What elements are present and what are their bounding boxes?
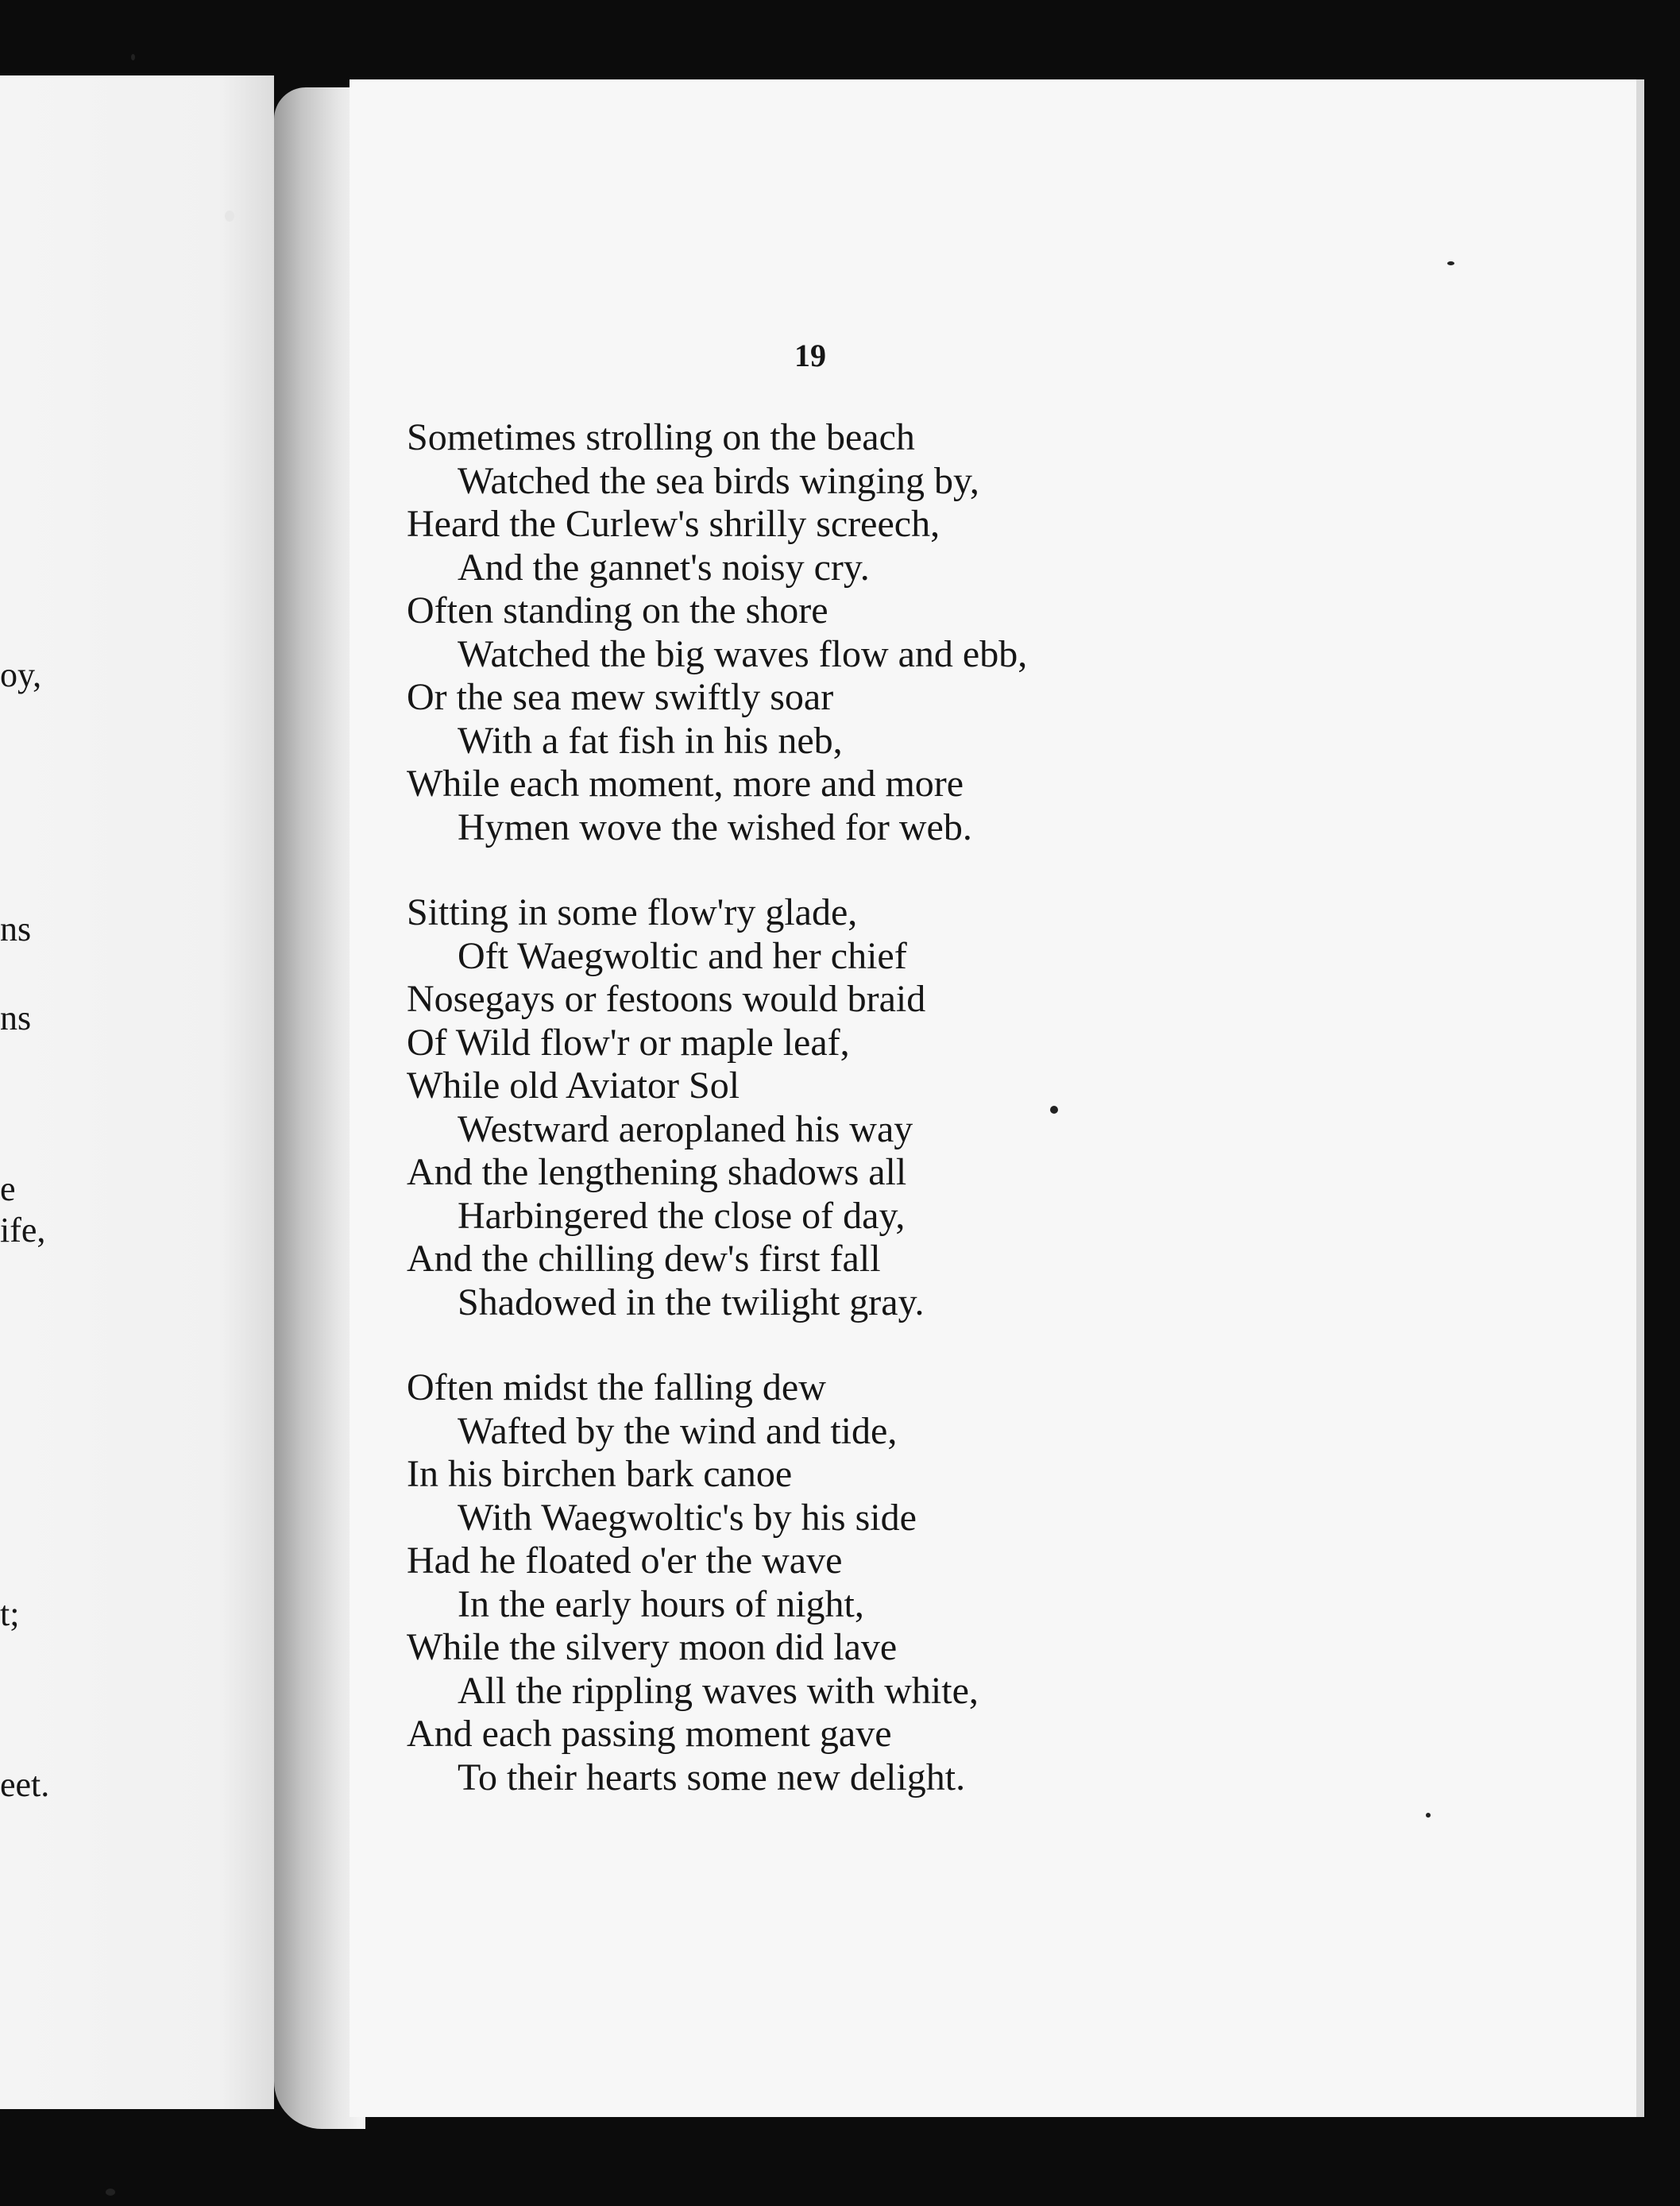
poem-line: While old Aviator Sol — [407, 1064, 740, 1107]
poem-line: And the lengthening shadows all — [407, 1151, 907, 1193]
stanza — [407, 1366, 1027, 1799]
scan-speck — [1447, 261, 1454, 265]
poem-line: With a fat fish in his neb, — [458, 719, 843, 762]
left-page-fragment: ns — [0, 999, 32, 1037]
poem-line: Shadowed in the twilight gray. — [458, 1281, 925, 1323]
left-page — [0, 75, 274, 2109]
left-page-fragment: eet. — [0, 1765, 50, 1804]
poem-line: Watched the sea birds winging by, — [458, 459, 979, 502]
poem-line: All the rippling waves with white, — [458, 1669, 979, 1712]
poem-line: Nosegays or festoons would braid — [407, 978, 926, 1020]
poem-line: While each moment, more and more — [407, 763, 964, 805]
poem-line: Heard the Curlew's shrilly screech, — [407, 503, 940, 545]
poem-line: In the early hours of night, — [458, 1582, 864, 1625]
left-page-fragment: t; — [0, 1594, 20, 1633]
poem-line: Wafted by the wind and tide, — [458, 1409, 898, 1452]
poem-line: With Waegwoltic's by his side — [458, 1496, 917, 1539]
scan-speck — [225, 211, 234, 222]
left-page-fragment: e — [0, 1169, 16, 1208]
right-page-edge — [1636, 79, 1644, 2117]
poem-line: Oft Waegwoltic and her chief — [458, 934, 907, 977]
poem-line: And each passing moment gave — [407, 1713, 892, 1755]
poem-line: Hymen wove the wished for web. — [458, 806, 972, 848]
poem — [407, 416, 1027, 1841]
poem-line: And the chilling dew's first fall — [407, 1238, 881, 1280]
left-page-fragment: oy, — [0, 655, 42, 694]
poem-line: While the silvery moon did lave — [407, 1626, 898, 1668]
scan-speck — [131, 54, 135, 60]
left-page-fragment: ns — [0, 910, 32, 948]
poem-line: In his birchen bark canoe — [407, 1453, 793, 1495]
poem-line: Often midst the falling dew — [407, 1366, 826, 1408]
stanza — [407, 416, 1027, 849]
poem-line: And the gannet's noisy cry. — [458, 546, 870, 589]
stanza — [407, 891, 1027, 1324]
page-number: 19 — [794, 338, 826, 373]
poem-line: To their hearts some new delight. — [458, 1756, 966, 1798]
poem-line: Of Wild flow'r or maple leaf, — [407, 1021, 850, 1064]
poem-line: Sometimes strolling on the beach — [407, 416, 915, 458]
poem-line: Harbingered the close of day, — [458, 1194, 906, 1237]
scan-speck — [1426, 1813, 1431, 1818]
poem-line: Had he floated o'er the wave — [407, 1540, 843, 1582]
poem-line: Watched the big waves flow and ebb, — [458, 632, 1028, 675]
left-page-fragment: ife, — [0, 1211, 46, 1250]
scan-speck — [106, 2189, 115, 2196]
scan-speck — [1050, 1106, 1058, 1114]
poem-line: Or the sea mew swiftly soar — [407, 676, 834, 718]
poem-line: Westward aeroplaned his way — [458, 1107, 913, 1150]
poem-line: Sitting in some flow'ry glade, — [407, 891, 858, 933]
poem-line: Often standing on the shore — [407, 589, 828, 632]
